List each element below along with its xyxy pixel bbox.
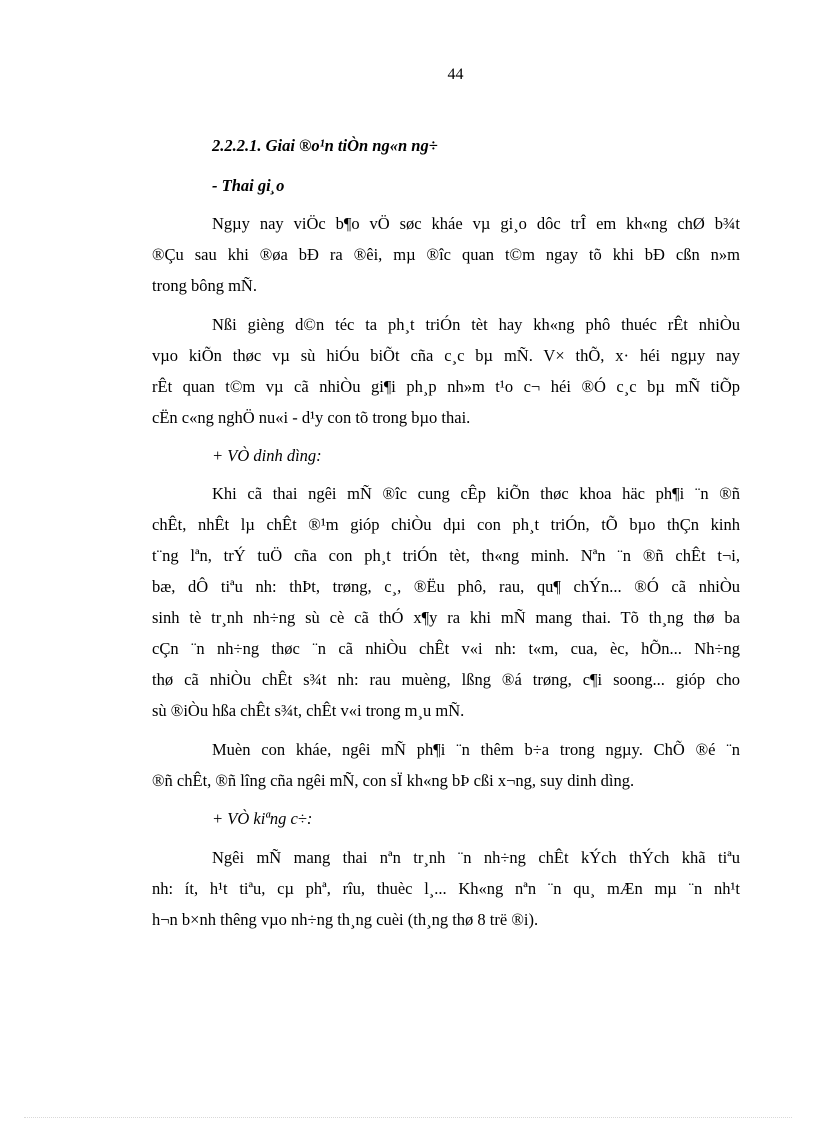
paragraph-line: ®ñ chÊt, ®ñ lîng cña ngêi mÑ, con sÏ kh«ng bÞ cßi x¬ng, suy dinh dìng. xyxy=(152,771,635,790)
paragraph-line: sinh tè tr¸nh nh÷ng sù cè cã thÓ x¶y ra khi mÑ mang thai. Tõ th¸ng thø ba xyxy=(152,608,740,627)
section-heading: 2.2.2.1. Giai ®o¹n tiÒn ng«n ng÷ xyxy=(212,136,438,155)
paragraph-line: vµo kiÕn thøc vµ sù hiÓu biÕt cña c¸c bµ mÑ. V× thÕ, x· héi ngµy nay xyxy=(152,346,740,365)
paragraph-line: cËn c«ng nghÖ nu«i - d¹y con tõ trong bµo thai. xyxy=(152,408,471,427)
paragraph-line: t¨ng lªn, trÝ tuÖ cña con ph¸t triÓn tèt, th«ng minh. Nªn ¨n ®ñ chÊt t¬i, xyxy=(152,546,740,565)
paragraph-line: thø cã nhiÒu chÊt s¾t nh: rau muèng, lßng ®á trøng, c¶i soong... gióp cho xyxy=(152,670,740,689)
subsection-title: + VÒ kiªng c÷: xyxy=(212,809,313,828)
subsection-title: + VÒ dinh dìng: xyxy=(212,446,322,465)
paragraph-line: bæ, dÔ tiªu nh: thÞt, trøng, c¸, ®Ëu phô, rau, qu¶ chÝn... ®Ó cã nhiÒu xyxy=(152,577,740,596)
paragraph-line: ®Çu sau khi ®øa bÐ ra ®êi, mµ ®îc quan t©m ngay tõ khi bÐ cßn n»m xyxy=(152,245,740,264)
paragraph-line: sù ®iÒu hßa chÊt s¾t, chÊt v«i trong m¸u mÑ. xyxy=(152,701,465,720)
paragraph-line: trong bông mÑ. xyxy=(152,276,257,295)
paragraph-line: chÊt, nhÊt lµ chÊt ®¹m gióp chiÒu dµi con ph¸t triÓn, tÕ bµo thÇn kinh xyxy=(152,515,740,534)
paragraph-line: cÇn ¨n nh÷ng thøc ¨n cã nhiÒu chÊt v«i nh: t«m, cua, èc, hÕn... Nh÷ng xyxy=(152,639,740,658)
page-bottom-divider xyxy=(24,1117,792,1118)
paragraph-line: rÊt quan t©m vµ cã nhiÒu gi¶i ph¸p nh»m t¹o c¬ héi ®Ó c¸c bµ mÑ tiÕp xyxy=(152,377,740,396)
paragraph-line: Ngêi mÑ mang thai nªn tr¸nh ¨n nh÷ng chÊt kÝch thÝch khã tiªu xyxy=(212,848,740,867)
subheading: - Thai gi¸o xyxy=(212,176,285,195)
paragraph-line: Muèn con kháe, ngêi mÑ ph¶i ¨n thêm b÷a trong ngµy. ChÕ ®é ¨n xyxy=(212,740,740,759)
paragraph-line: Khi cã thai ngêi mÑ ®îc cung cÊp kiÕn thøc khoa häc ph¶i ¨n ®ñ xyxy=(212,484,740,503)
page-number: 44 xyxy=(447,66,464,83)
paragraph-line: nh: ít, h¹t tiªu, cµ phª, rîu, thuèc l¸... Kh«ng nªn ¨n qu¸ mÆn mµ ¨n nh¹t xyxy=(152,879,740,898)
paragraph-line: h¬n b×nh thêng vµo nh÷ng th¸ng cuèi (th¸ng thø 8 trë ®i). xyxy=(152,910,539,929)
paragraph-line: Ngµy nay viÖc b¶o vÖ søc kháe vµ gi¸o dôc trÎ em kh«ng chØ b¾t xyxy=(212,214,740,233)
paragraph-line: Nßi gièng d©n téc ta ph¸t triÓn tèt hay kh«ng phô thuéc rÊt nhiÒu xyxy=(212,315,740,334)
